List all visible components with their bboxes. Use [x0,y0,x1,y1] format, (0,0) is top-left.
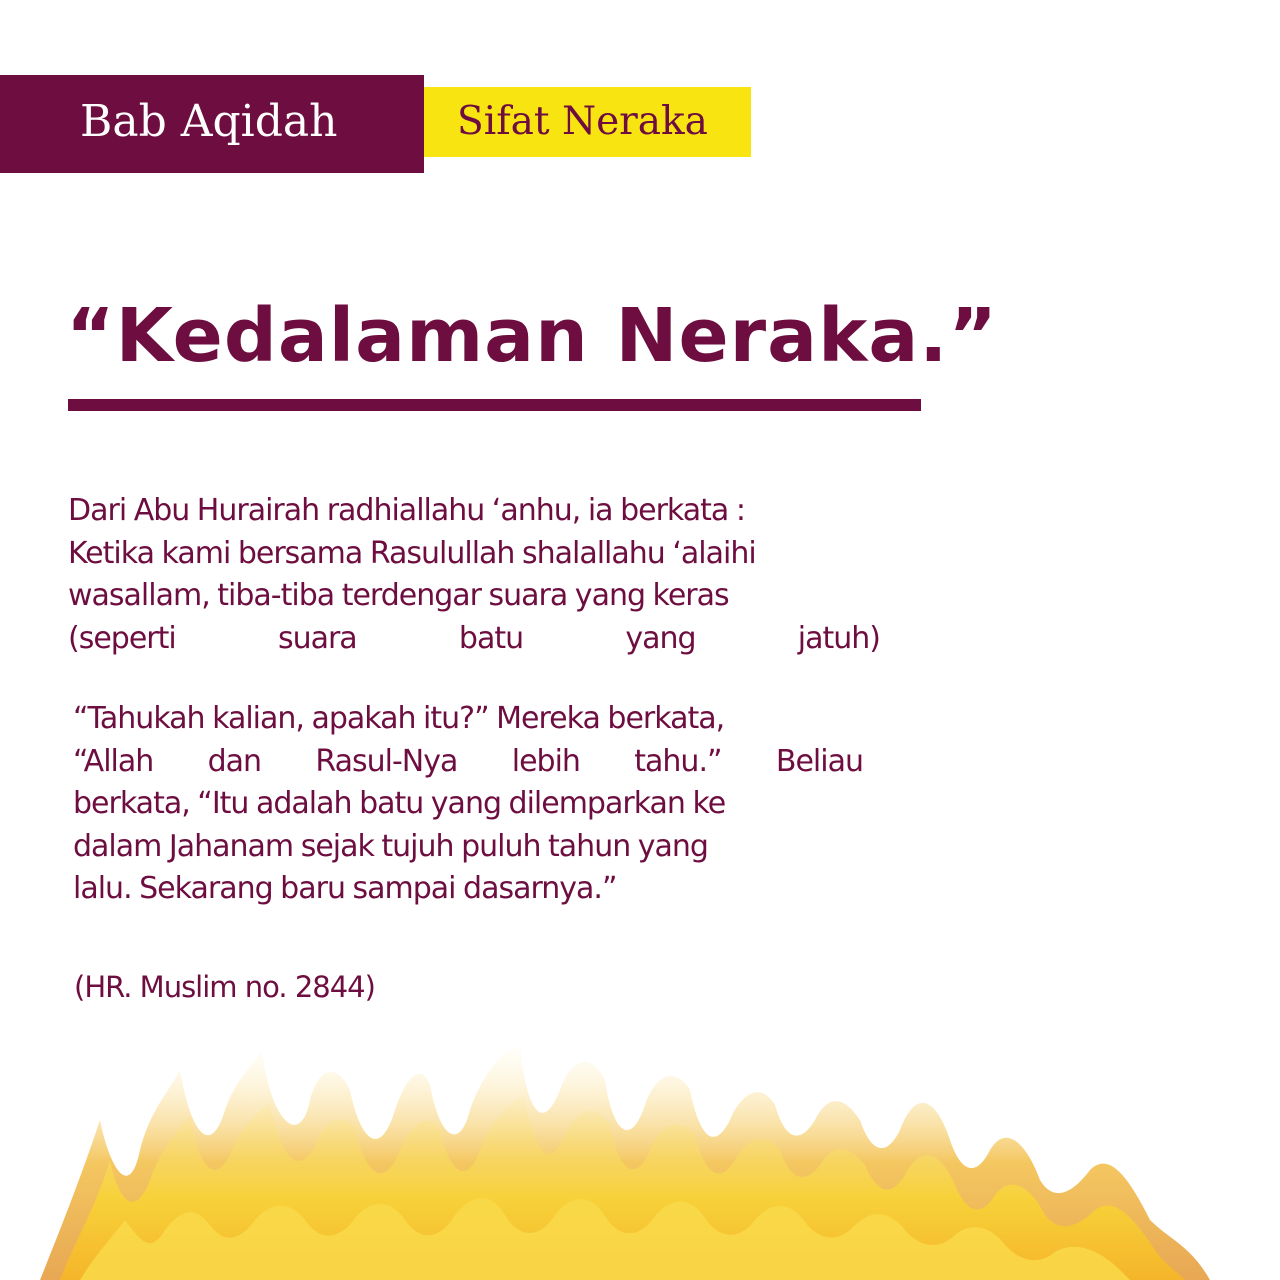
hadith-intro-paragraph [68,490,880,660]
hadith-citation: (HR. Muslim no. 2844) [74,970,375,1004]
flames-illustration [0,1030,1280,1280]
paragraph-line: “Tahukah kalian, apakah itu?” Mereka berkata, [73,701,725,736]
paragraph-line: berkata, “Itu adalah batu yang dilemparkan ke [73,786,726,821]
paragraph-line: wasallam, tiba-tiba terdengar suara yang keras [68,578,729,613]
paragraph-line: dalam Jahanam sejak tujuh puluh tahun yang [73,828,708,864]
paragraph-line: lalu. Sekarang baru sampai dasarnya.” [73,871,617,906]
paragraph-line: Dari Abu Hurairah radhiallahu ‘anhu, ia berkata : [68,493,745,528]
hadith-quote-paragraph [73,698,863,911]
paragraph-line: Ketika kami bersama Rasulullah shalallahu ‘alaihi [68,535,756,571]
title-underline [68,399,921,411]
topic-label: Sifat Neraka [457,99,708,144]
category-label: Bab Aqidah [80,96,338,147]
paragraph-line: (seperti suara batu yang jatuh) [68,620,880,656]
page-title: “Kedalaman Neraka.” [66,293,999,379]
paragraph-line: “Allah dan Rasul-Nya lebih tahu.” Beliau [73,743,863,779]
